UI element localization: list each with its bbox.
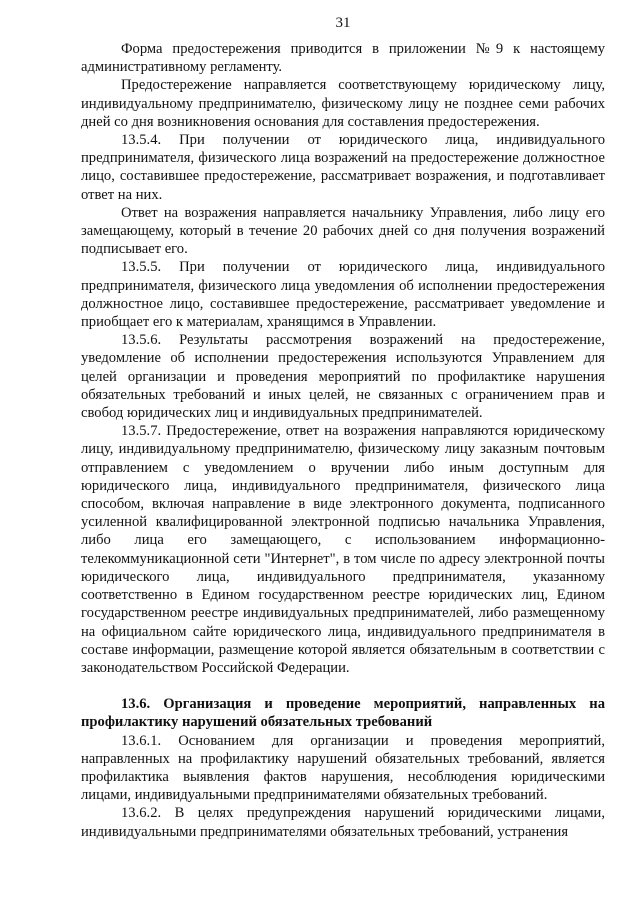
paragraph-13-5-4: 13.5.4. При получении от юридического лица, индивидуального предпринимателя, физического лица возражений на предостережение должностное лицо, составившее предостережение, рассматривает возражения, и подготавливает ответ на них. [81, 132, 605, 203]
paragraph-13-5-6: 13.5.6. Результаты рассмотрения возражений на предостережение, уведомление об исполнении предостережения используются Управлением для целей организации и проведения мероприятий по профилактике нарушения обязательных требований и иных целей, не связанных с ограничением прав и свобод юридических лиц и индивидуальных предпринимателей. [81, 332, 605, 422]
page-number: 31 [335, 15, 351, 31]
paragraph-13-6-1: 13.6.1. Основанием для организации и проведения мероприятий, направленных на профилактику нарушений обязательных требований, является профилактика выявления фактов нарушения, несоблюдения юридическими лицами, индивидуальными предпринимателями обязательных требований. [81, 732, 605, 804]
paragraph-form-reference: Форма предостережения приводится в приложении №9 к настоящему административному регламенту. [81, 41, 605, 76]
paragraph-13-5-5: 13.5.5. При получении от юридического лица, индивидуального предпринимателя, физического лица уведомления об исполнении предостережения должностное лицо, составившее предостережение, рассматривает уведомление и приобщает его к материалам, хранящимся в Управлении. [81, 259, 605, 331]
paragraph-13-5-7: 13.5.7. Предостережение, ответ на возражения направляются юридическому лицу, индивидуальному предпринимателю, физическому лицу заказным почтовым отправлением с уведомлением о вручении либо иным доступным для юридического лица, индивидуального предпринимателя, физического лица способом, включая направление в виде электронного документа, подписанного усиленной квалифицированной электронной подписью начальника Управления, либо лица его замещающего, с использованием информационно-телекоммуникационной сети "Интернет", в том числе по адресу электронной почты юридического лица, индивидуального предпринимателя, указанному соответственно в Едином государственном реестре юридических лиц, Едином государственном реестре индивидуальных предпринимателей, либо размещенному на официальном сайте юридического лица, индивидуального предпринимателя в составе информации, размещение которой является обязательным в соответствии с законодательством Российской Федерации. [81, 423, 605, 676]
paragraph-warning-delivery-deadline: Предостережение направляется соответствующему юридическому лицу, индивидуальному предпринимателю, физическому лицу не позднее семи рабочих дней со дня возникновения основания для составления предостережения. [81, 77, 605, 130]
section-heading-13-6: 13.6. Организация и проведение мероприятий, направленных на профилактику нарушений обязательных требований [81, 696, 605, 731]
document-page [81, 14, 605, 841]
paragraph-objection-response: Ответ на возражения направляется начальнику Управления, либо лицу его замещающему, который в течение 20 рабочих дней со дня получения возражений подписывает его. [81, 204, 605, 258]
paragraph-13-6-2: 13.6.2. В целях предупреждения нарушений юридическими лицами, индивидуальными предпринимателями обязательных требований, устранения [81, 805, 605, 840]
